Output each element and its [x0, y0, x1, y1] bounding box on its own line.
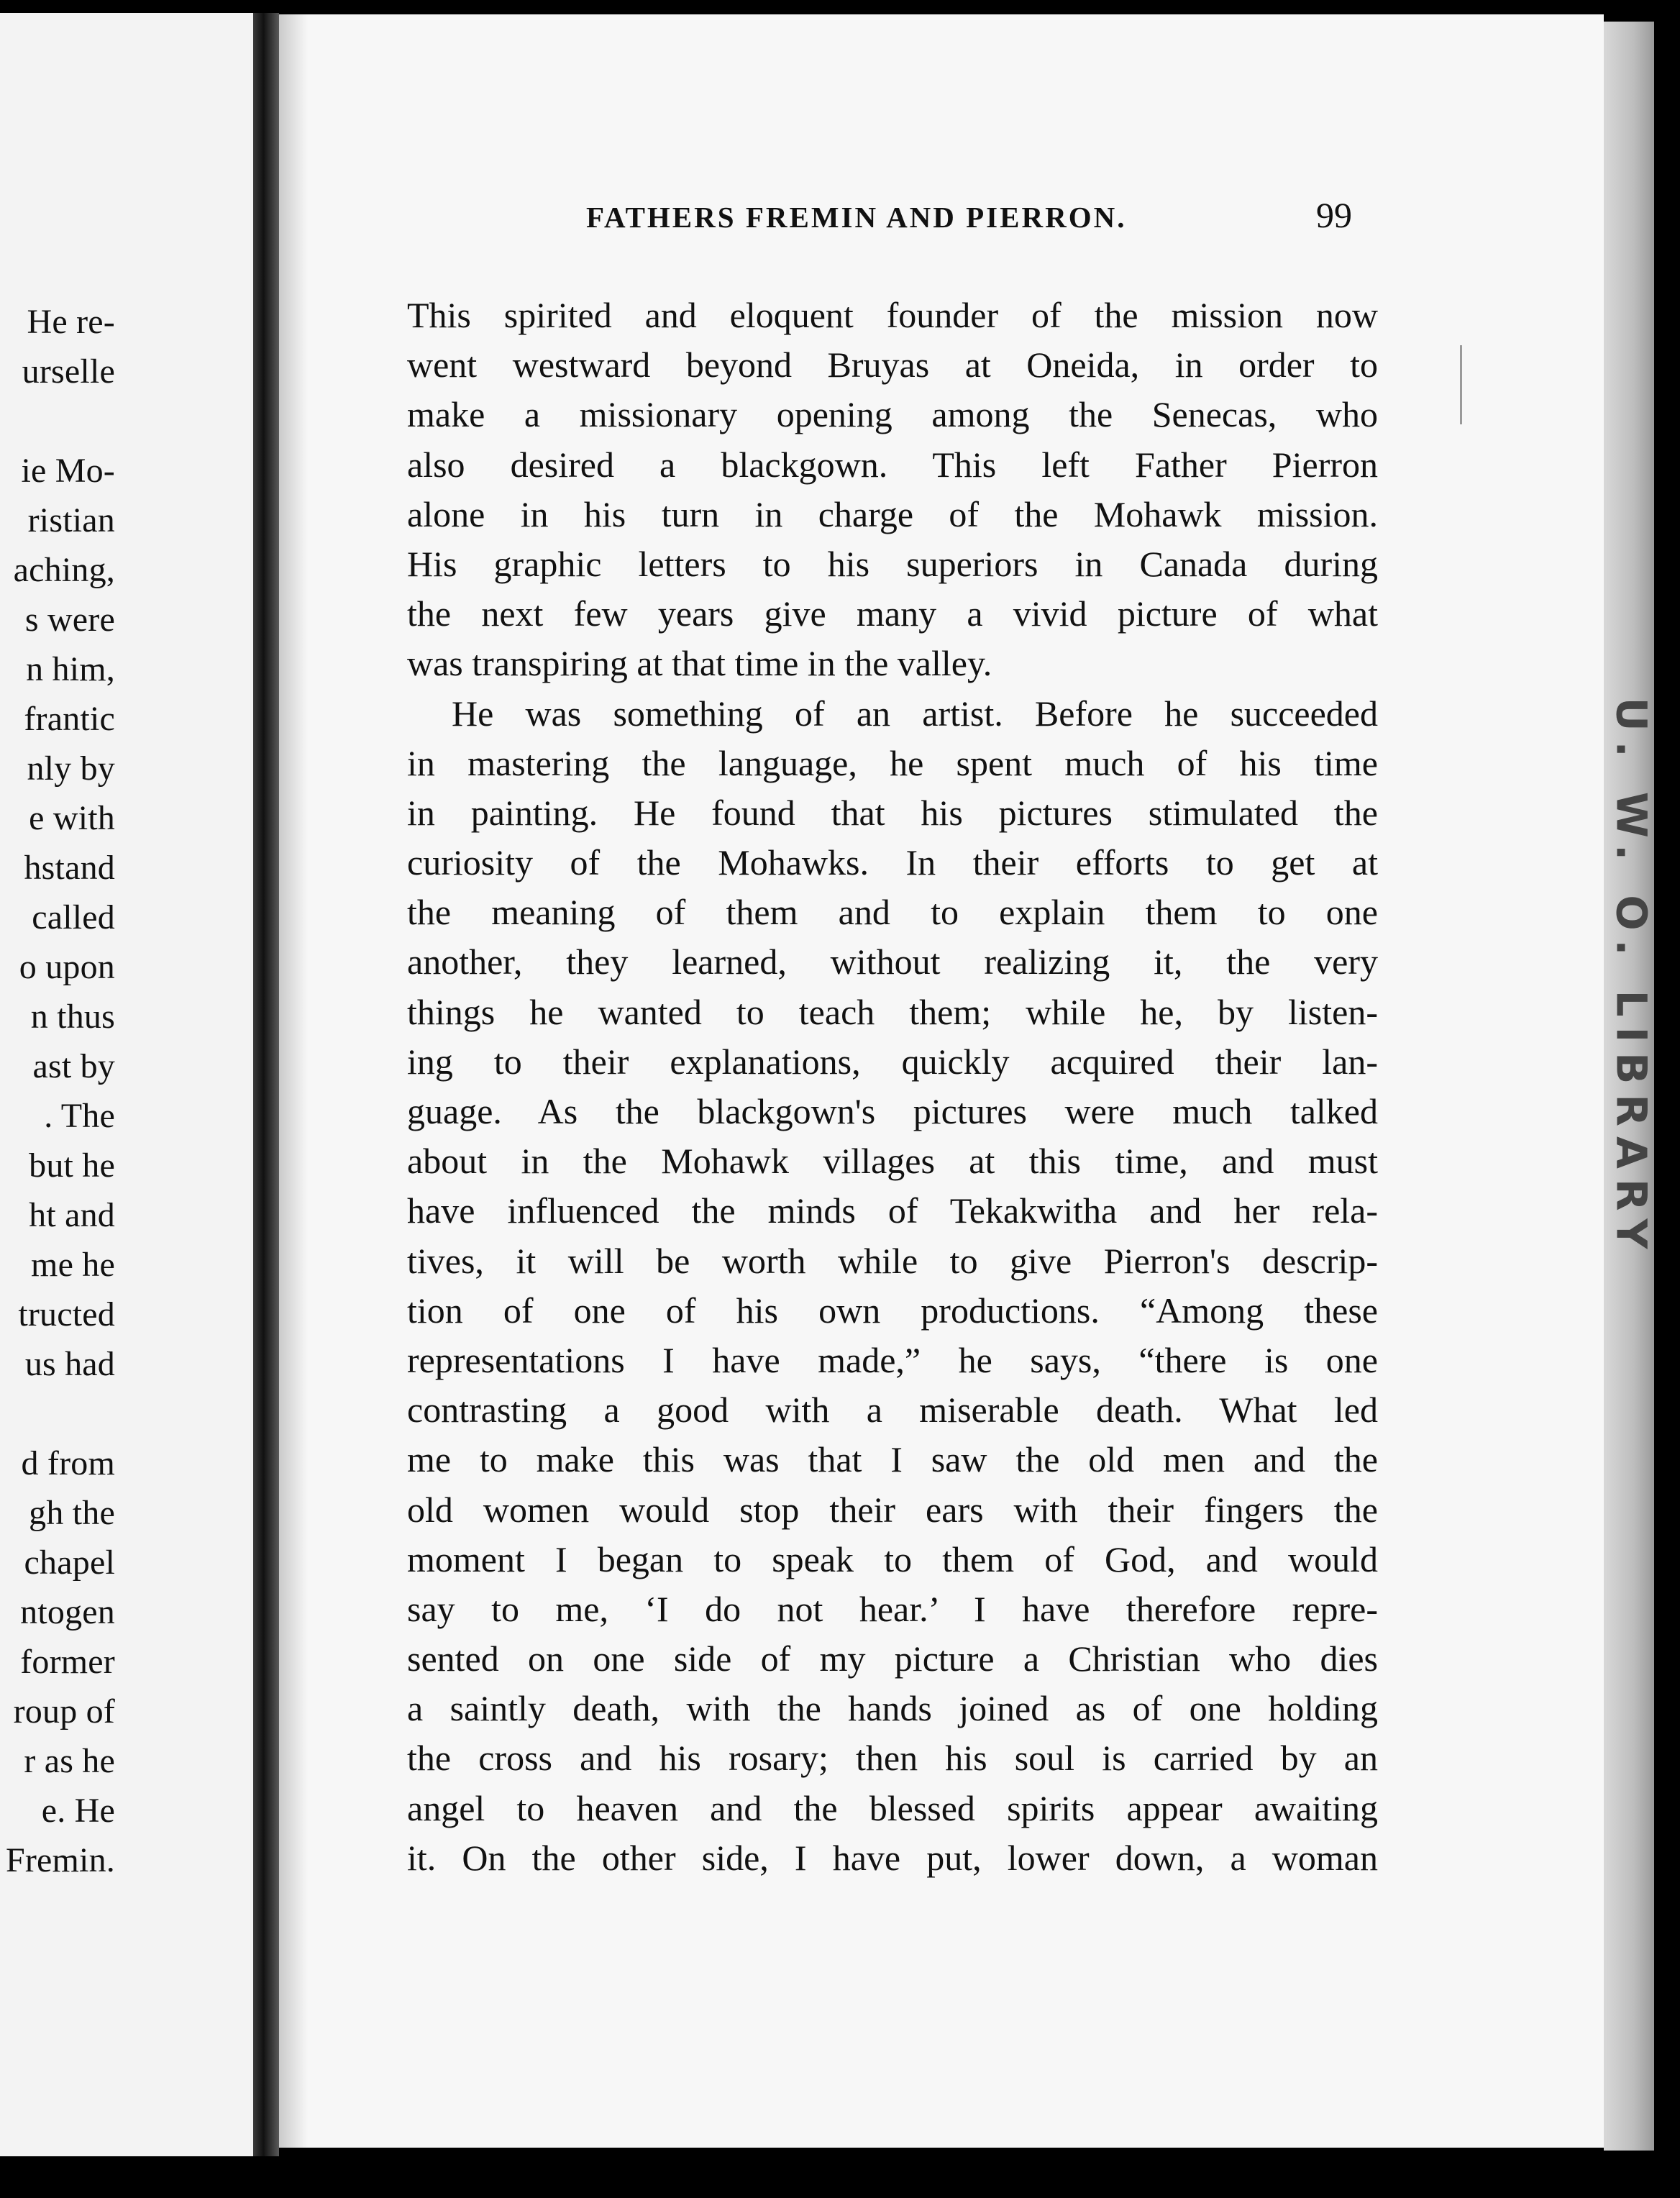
left-line: hstand — [24, 849, 115, 887]
left-line — [0, 396, 115, 446]
running-head: FATHERS FREMIN AND PIERRON. — [586, 201, 1127, 234]
text-line: me to make this was that I saw the old men and the — [407, 1439, 1378, 1480]
left-line: He re- — [27, 303, 115, 341]
text-line: representations I have made,” he says, “there is one — [407, 1339, 1378, 1380]
text-line: have influenced the minds of Tekakwitha and her rela- — [407, 1190, 1378, 1231]
left-line: but he — [29, 1146, 115, 1185]
text-line: contrasting a good with a miserable death. What led — [407, 1390, 1378, 1431]
text-line: This spirited and eloquent founder of the mission now — [407, 295, 1378, 335]
left-line: ristian — [27, 501, 115, 539]
text-line: old women would stop their ears with their fingers the — [407, 1489, 1378, 1530]
text-line: the cross and his rosary; then his soul is carried by an — [407, 1738, 1378, 1779]
left-line: roup of — [13, 1692, 115, 1730]
left-line — [0, 1389, 115, 1438]
text-line: curiosity of the Mohawks. In their efforts to get at — [407, 842, 1378, 883]
text-line: also desired a blackgown. This left Father Pierron — [407, 444, 1378, 485]
book-gutter — [253, 13, 279, 2171]
left-line: chapel — [24, 1543, 115, 1582]
left-line: ie Mo- — [21, 452, 115, 490]
page-number: 99 — [1316, 195, 1352, 235]
text-line: angel to heaven and the blessed spirits appear awaiting — [407, 1787, 1378, 1828]
text-line: sented on one side of my picture a Christian who dies — [407, 1638, 1378, 1679]
gutter-shadow — [279, 14, 308, 2148]
text-line: was transpiring at that time in the valley. — [407, 643, 992, 684]
left-line: n him, — [26, 650, 115, 688]
left-line: us had — [24, 1345, 115, 1383]
text-line: another, they learned, without realizing it, the very — [407, 941, 1378, 982]
left-line: ht and — [29, 1196, 115, 1234]
left-line: aching, — [13, 551, 115, 589]
text-line: He was something of an artist. Before he succeeded — [452, 693, 1378, 734]
text-line: it. On the other side, I have put, lower down, a woman — [407, 1837, 1378, 1878]
left-line: tructed — [18, 1295, 115, 1333]
left-line: e. He — [41, 1792, 115, 1830]
left-line: . The — [44, 1097, 115, 1135]
scan-border — [0, 2156, 1680, 2198]
left-line: me he — [31, 1246, 115, 1284]
library-stamp — [1605, 697, 1657, 1259]
left-line: ast by — [32, 1047, 115, 1085]
text-line: tives, it will be worth while to give Pierron's descrip- — [407, 1240, 1378, 1281]
body-text — [407, 291, 1378, 1883]
text-line: alone in his turn in charge of the Mohawk mission. — [407, 493, 1378, 534]
text-line: guage. As the blackgown's pictures were much talked — [407, 1091, 1378, 1131]
margin-mark — [1460, 345, 1462, 424]
text-line: the meaning of them and to explain them to one — [407, 892, 1378, 933]
text-line: His graphic letters to his superiors in Canada during — [407, 543, 1378, 584]
text-line: a saintly death, with the hands joined as of one holding — [407, 1688, 1378, 1729]
library-stamp-text: U. W. O. LIBRARY — [1607, 697, 1656, 1259]
left-line: r as he — [24, 1742, 115, 1780]
left-line: frantic — [24, 700, 115, 738]
text-line: say to me, ‘I do not hear.’ I have therefore repre- — [407, 1588, 1378, 1629]
text-line: the next few years give many a vivid picture of what — [407, 593, 1378, 634]
left-page-text — [0, 297, 115, 1885]
left-line: s were — [24, 601, 115, 639]
text-line: went westward beyond Bruyas at Oneida, in order to — [407, 345, 1378, 386]
left-line: o upon — [19, 948, 115, 986]
text-line: in mastering the language, he spent much of his time — [407, 742, 1378, 783]
left-line: e with — [29, 799, 115, 837]
text-line: tion of one of his own productions. “Among these — [407, 1290, 1378, 1331]
left-line: d from — [21, 1444, 115, 1482]
text-line: make a missionary opening among the Senecas, who — [407, 394, 1378, 435]
left-line: former — [20, 1643, 115, 1681]
left-line: nly by — [27, 749, 115, 788]
left-line: urselle — [22, 352, 115, 391]
text-line: ing to their explanations, quickly acquired their lan- — [407, 1041, 1378, 1082]
text-line: in painting. He found that his pictures stimulated the — [407, 792, 1378, 833]
text-line: moment I began to speak to them of God, and would — [407, 1538, 1378, 1579]
left-line: Fremin. — [5, 1841, 115, 1879]
left-line: n thus — [30, 998, 115, 1036]
left-line: called — [32, 898, 115, 936]
text-line: about in the Mohawk villages at this time, and must — [407, 1141, 1378, 1182]
left-line: gh the — [29, 1494, 115, 1532]
left-page — [0, 13, 253, 2156]
left-line: ntogen — [20, 1593, 115, 1631]
text-line: things he wanted to teach them; while he, by listen- — [407, 991, 1378, 1032]
